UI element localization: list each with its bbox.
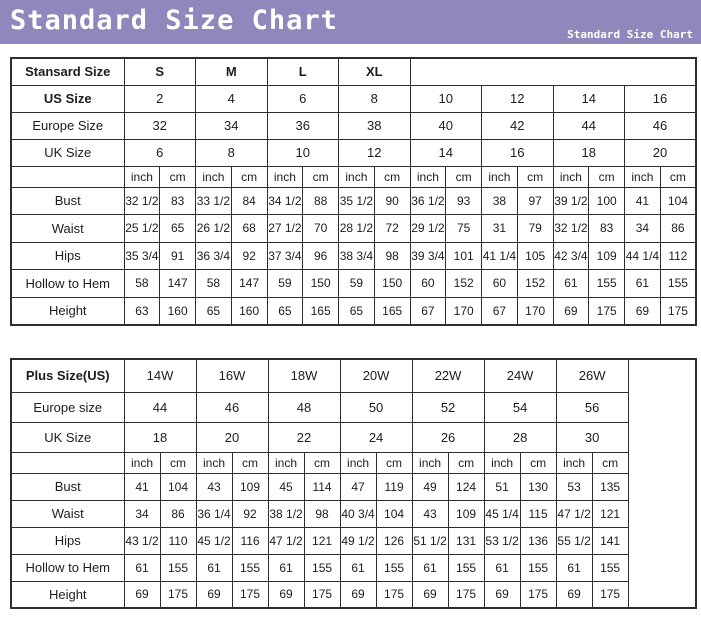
measure-value-cell: 53 (556, 473, 592, 500)
measure-value-cell: 141 (592, 527, 628, 554)
measure-value-cell: 36 1/4 (196, 500, 232, 527)
size-cell: XL (339, 58, 411, 85)
measure-value-cell: 47 1/2 (268, 527, 304, 554)
measure-value-cell: 45 (268, 473, 304, 500)
measure-value-cell: 41 (124, 473, 160, 500)
id-value-cell: 2 (124, 85, 196, 112)
measure-value-cell: 70 (303, 215, 339, 243)
id-value-cell: 16 (625, 85, 697, 112)
measure-value-cell: 60 (410, 270, 446, 298)
unit-cell: cm (303, 166, 339, 187)
id-value-cell: 14 (410, 139, 482, 166)
measure-value-cell: 155 (660, 270, 696, 298)
unit-cell: inch (124, 452, 160, 473)
measure-value-cell: 67 (482, 297, 518, 325)
measure-value-cell: 39 3/4 (410, 242, 446, 270)
id-value-cell: 38 (339, 112, 411, 139)
measure-value-cell: 88 (303, 187, 339, 215)
standard-size-table (10, 57, 697, 326)
table-row (11, 500, 696, 527)
measure-value-cell: 90 (374, 187, 410, 215)
id-value-cell: 18 (553, 139, 625, 166)
id-value-cell: 46 (625, 112, 697, 139)
row-label: Europe Size (11, 112, 124, 139)
measure-value-cell: 41 (625, 187, 661, 215)
id-value-cell: 10 (410, 85, 482, 112)
unit-cell: cm (160, 452, 196, 473)
measure-value-cell: 175 (660, 297, 696, 325)
unit-cell: inch (340, 452, 376, 473)
measure-value-cell: 43 1/2 (124, 527, 160, 554)
unit-cell: inch (267, 166, 303, 187)
id-value-cell: 46 (196, 392, 268, 422)
measure-value-cell: 97 (517, 187, 553, 215)
measure-value-cell: 69 (625, 297, 661, 325)
measure-value-cell: 175 (160, 581, 196, 608)
measure-value-cell: 45 1/4 (484, 500, 520, 527)
row-label: UK Size (11, 422, 124, 452)
measure-value-cell: 135 (592, 473, 628, 500)
measure-value-cell: 175 (589, 297, 625, 325)
measure-value-cell: 175 (232, 581, 268, 608)
row-label: Bust (11, 473, 124, 500)
measure-value-cell: 160 (160, 297, 196, 325)
measure-value-cell: 116 (232, 527, 268, 554)
id-value-cell: 44 (124, 392, 196, 422)
row-label: Hollow to Hem (11, 554, 124, 581)
row-label: Hollow to Hem (11, 270, 124, 298)
measure-value-cell: 36 3/4 (196, 242, 232, 270)
measure-value-cell: 72 (374, 215, 410, 243)
measure-value-cell: 83 (160, 187, 196, 215)
measure-value-cell: 42 3/4 (553, 242, 589, 270)
measure-value-cell: 155 (232, 554, 268, 581)
measure-value-cell: 61 (553, 270, 589, 298)
measure-value-cell: 69 (484, 581, 520, 608)
measure-value-cell: 69 (412, 581, 448, 608)
table-row (11, 270, 696, 298)
measure-value-cell: 112 (660, 242, 696, 270)
measure-value-cell: 61 (484, 554, 520, 581)
id-value-cell: 34 (196, 112, 268, 139)
table-row (11, 392, 696, 422)
id-value-cell: 32 (124, 112, 196, 139)
row-label: Plus Size(US) (11, 359, 124, 392)
measure-value-cell: 104 (660, 187, 696, 215)
measure-value-cell: 61 (124, 554, 160, 581)
measure-value-cell: 175 (592, 581, 628, 608)
measure-value-cell: 110 (160, 527, 196, 554)
measure-value-cell: 121 (304, 527, 340, 554)
measure-value-cell: 55 1/2 (556, 527, 592, 554)
measure-value-cell: 29 1/2 (410, 215, 446, 243)
table-row (11, 112, 696, 139)
id-value-cell: 52 (412, 392, 484, 422)
measure-value-cell: 104 (160, 473, 196, 500)
measure-value-cell: 86 (160, 500, 196, 527)
measure-value-cell: 51 (484, 473, 520, 500)
size-cell: 22W (412, 359, 484, 392)
measure-value-cell: 69 (124, 581, 160, 608)
measure-value-cell: 98 (374, 242, 410, 270)
measure-value-cell: 58 (124, 270, 160, 298)
id-value-cell: 6 (267, 85, 339, 112)
measure-value-cell: 49 1/2 (340, 527, 376, 554)
row-label (11, 452, 124, 473)
measure-value-cell: 119 (376, 473, 412, 500)
id-value-cell: 26 (412, 422, 484, 452)
id-value-cell: 12 (482, 85, 554, 112)
measure-value-cell: 25 1/2 (124, 215, 160, 243)
table-row (11, 139, 696, 166)
table-row (11, 422, 696, 452)
measure-value-cell: 31 (482, 215, 518, 243)
row-label: Europe size (11, 392, 124, 422)
measure-value-cell: 170 (446, 297, 482, 325)
id-value-cell: 36 (267, 112, 339, 139)
measure-value-cell: 53 1/2 (484, 527, 520, 554)
table-row (11, 581, 696, 608)
measure-value-cell: 114 (304, 473, 340, 500)
measure-value-cell: 45 1/2 (196, 527, 232, 554)
measure-value-cell: 59 (267, 270, 303, 298)
id-value-cell: 56 (556, 392, 628, 422)
measure-value-cell: 155 (376, 554, 412, 581)
measure-value-cell: 105 (517, 242, 553, 270)
plus-size-table (10, 358, 697, 609)
table-row (11, 359, 696, 392)
measure-value-cell: 165 (303, 297, 339, 325)
id-value-cell: 40 (410, 112, 482, 139)
table-row (11, 554, 696, 581)
row-label: Hips (11, 527, 124, 554)
measure-value-cell: 60 (482, 270, 518, 298)
unit-cell: cm (374, 166, 410, 187)
measure-value-cell: 126 (376, 527, 412, 554)
row-label: UK Size (11, 139, 124, 166)
id-value-cell: 18 (124, 422, 196, 452)
measure-value-cell: 38 3/4 (339, 242, 375, 270)
size-cell: 18W (268, 359, 340, 392)
measure-value-cell: 69 (553, 297, 589, 325)
measure-value-cell: 61 (556, 554, 592, 581)
measure-value-cell: 69 (196, 581, 232, 608)
size-cell: S (124, 58, 196, 85)
id-value-cell: 30 (556, 422, 628, 452)
measure-value-cell: 155 (304, 554, 340, 581)
empty-cell (628, 359, 696, 608)
measure-value-cell: 65 (196, 297, 232, 325)
measure-value-cell: 68 (231, 215, 267, 243)
measure-value-cell: 115 (520, 500, 556, 527)
measure-value-cell: 155 (160, 554, 196, 581)
measure-value-cell: 101 (446, 242, 482, 270)
measure-value-cell: 121 (592, 500, 628, 527)
measure-value-cell: 92 (232, 500, 268, 527)
measure-value-cell: 91 (160, 242, 196, 270)
measure-value-cell: 35 3/4 (124, 242, 160, 270)
unit-cell: cm (231, 166, 267, 187)
table-row (11, 187, 696, 215)
measure-value-cell: 61 (268, 554, 304, 581)
measure-value-cell: 175 (376, 581, 412, 608)
measure-value-cell: 79 (517, 215, 553, 243)
unit-cell: inch (556, 452, 592, 473)
measure-value-cell: 109 (448, 500, 484, 527)
measure-value-cell: 175 (448, 581, 484, 608)
row-label: Hips (11, 242, 124, 270)
measure-value-cell: 93 (446, 187, 482, 215)
table-row (11, 58, 696, 85)
measure-value-cell: 175 (520, 581, 556, 608)
measure-value-cell: 39 1/2 (553, 187, 589, 215)
measure-value-cell: 86 (660, 215, 696, 243)
measure-value-cell: 75 (446, 215, 482, 243)
measure-value-cell: 44 1/4 (625, 242, 661, 270)
measure-value-cell: 63 (124, 297, 160, 325)
measure-value-cell: 175 (304, 581, 340, 608)
unit-cell: inch (339, 166, 375, 187)
id-value-cell: 4 (196, 85, 268, 112)
measure-value-cell: 109 (232, 473, 268, 500)
size-cell: 16W (196, 359, 268, 392)
measure-value-cell: 109 (589, 242, 625, 270)
unit-cell: cm (517, 166, 553, 187)
id-value-cell: 20 (196, 422, 268, 452)
measure-value-cell: 34 (625, 215, 661, 243)
size-cell: M (196, 58, 268, 85)
measure-value-cell: 58 (196, 270, 232, 298)
id-value-cell: 6 (124, 139, 196, 166)
measure-value-cell: 67 (410, 297, 446, 325)
measure-value-cell: 61 (196, 554, 232, 581)
size-cell: L (267, 58, 339, 85)
row-label: Waist (11, 500, 124, 527)
measure-value-cell: 32 1/2 (553, 215, 589, 243)
id-value-cell: 24 (340, 422, 412, 452)
unit-cell: inch (124, 166, 160, 187)
table-row (11, 85, 696, 112)
unit-cell: cm (304, 452, 340, 473)
measure-value-cell: 28 1/2 (339, 215, 375, 243)
measure-value-cell: 38 (482, 187, 518, 215)
unit-cell: inch (553, 166, 589, 187)
table-row (11, 297, 696, 325)
row-label (11, 166, 124, 187)
measure-value-cell: 155 (592, 554, 628, 581)
measure-value-cell: 150 (303, 270, 339, 298)
unit-cell: cm (660, 166, 696, 187)
measure-value-cell: 47 1/2 (556, 500, 592, 527)
row-label: Height (11, 581, 124, 608)
id-value-cell: 44 (553, 112, 625, 139)
id-value-cell: 54 (484, 392, 556, 422)
unit-cell: inch (410, 166, 446, 187)
measure-value-cell: 150 (374, 270, 410, 298)
unit-cell: cm (520, 452, 556, 473)
page-subtitle: Standard Size Chart (567, 28, 693, 41)
size-cell: 24W (484, 359, 556, 392)
measure-value-cell: 65 (267, 297, 303, 325)
size-cell: 20W (340, 359, 412, 392)
measure-value-cell: 155 (589, 270, 625, 298)
unit-cell: inch (625, 166, 661, 187)
id-value-cell: 50 (340, 392, 412, 422)
measure-value-cell: 130 (520, 473, 556, 500)
unit-cell: cm (592, 452, 628, 473)
measure-value-cell: 98 (304, 500, 340, 527)
measure-value-cell: 147 (160, 270, 196, 298)
measure-value-cell: 27 1/2 (267, 215, 303, 243)
measure-value-cell: 51 1/2 (412, 527, 448, 554)
table-row (11, 452, 696, 473)
row-label: Stansard Size (11, 58, 124, 85)
unit-cell: cm (160, 166, 196, 187)
title-bar (0, 0, 701, 44)
measure-value-cell: 61 (412, 554, 448, 581)
measure-value-cell: 136 (520, 527, 556, 554)
measure-value-cell: 69 (340, 581, 376, 608)
measure-value-cell: 155 (520, 554, 556, 581)
row-label: Bust (11, 187, 124, 215)
measure-value-cell: 43 (196, 473, 232, 500)
measure-value-cell: 35 1/2 (339, 187, 375, 215)
row-label: US Size (11, 85, 124, 112)
id-value-cell: 28 (484, 422, 556, 452)
measure-value-cell: 59 (339, 270, 375, 298)
unit-cell: inch (412, 452, 448, 473)
measure-value-cell: 65 (339, 297, 375, 325)
measure-value-cell: 40 3/4 (340, 500, 376, 527)
table-row (11, 527, 696, 554)
size-cell: 26W (556, 359, 628, 392)
measure-value-cell: 147 (231, 270, 267, 298)
measure-value-cell: 69 (556, 581, 592, 608)
id-value-cell: 22 (268, 422, 340, 452)
measure-value-cell: 131 (448, 527, 484, 554)
measure-value-cell: 104 (376, 500, 412, 527)
measure-value-cell: 61 (340, 554, 376, 581)
measure-value-cell: 84 (231, 187, 267, 215)
id-value-cell: 42 (482, 112, 554, 139)
measure-value-cell: 34 (124, 500, 160, 527)
unit-cell: inch (484, 452, 520, 473)
unit-cell: inch (196, 166, 232, 187)
measure-value-cell: 83 (589, 215, 625, 243)
measure-value-cell: 61 (625, 270, 661, 298)
measure-value-cell: 124 (448, 473, 484, 500)
measure-value-cell: 32 1/2 (124, 187, 160, 215)
unit-cell: cm (448, 452, 484, 473)
measure-value-cell: 165 (374, 297, 410, 325)
table-row (11, 166, 696, 187)
id-value-cell: 12 (339, 139, 411, 166)
measure-value-cell: 37 3/4 (267, 242, 303, 270)
measure-value-cell: 92 (231, 242, 267, 270)
unit-cell: inch (482, 166, 518, 187)
unit-cell: cm (376, 452, 412, 473)
id-value-cell: 8 (196, 139, 268, 166)
id-value-cell: 20 (625, 139, 697, 166)
size-cell: 14W (124, 359, 196, 392)
measure-value-cell: 65 (160, 215, 196, 243)
measure-value-cell: 47 (340, 473, 376, 500)
measure-value-cell: 43 (412, 500, 448, 527)
unit-cell: cm (589, 166, 625, 187)
measure-value-cell: 160 (231, 297, 267, 325)
id-value-cell: 16 (482, 139, 554, 166)
unit-cell: inch (268, 452, 304, 473)
measure-value-cell: 26 1/2 (196, 215, 232, 243)
measure-value-cell: 34 1/2 (267, 187, 303, 215)
measure-value-cell: 49 (412, 473, 448, 500)
measure-value-cell: 152 (446, 270, 482, 298)
measure-value-cell: 100 (589, 187, 625, 215)
table-row (11, 473, 696, 500)
id-value-cell: 14 (553, 85, 625, 112)
page-title: Standard Size Chart (10, 5, 338, 36)
table-row (11, 242, 696, 270)
unit-cell: inch (196, 452, 232, 473)
measure-value-cell: 41 1/4 (482, 242, 518, 270)
measure-value-cell: 38 1/2 (268, 500, 304, 527)
id-value-cell: 48 (268, 392, 340, 422)
unit-cell: cm (232, 452, 268, 473)
unit-cell: cm (446, 166, 482, 187)
measure-value-cell: 170 (517, 297, 553, 325)
table-row (11, 215, 696, 243)
row-label: Waist (11, 215, 124, 243)
measure-value-cell: 152 (517, 270, 553, 298)
measure-value-cell: 155 (448, 554, 484, 581)
measure-value-cell: 36 1/2 (410, 187, 446, 215)
id-value-cell: 10 (267, 139, 339, 166)
id-value-cell: 8 (339, 85, 411, 112)
measure-value-cell: 33 1/2 (196, 187, 232, 215)
measure-value-cell: 69 (268, 581, 304, 608)
measure-value-cell: 96 (303, 242, 339, 270)
row-label: Height (11, 297, 124, 325)
